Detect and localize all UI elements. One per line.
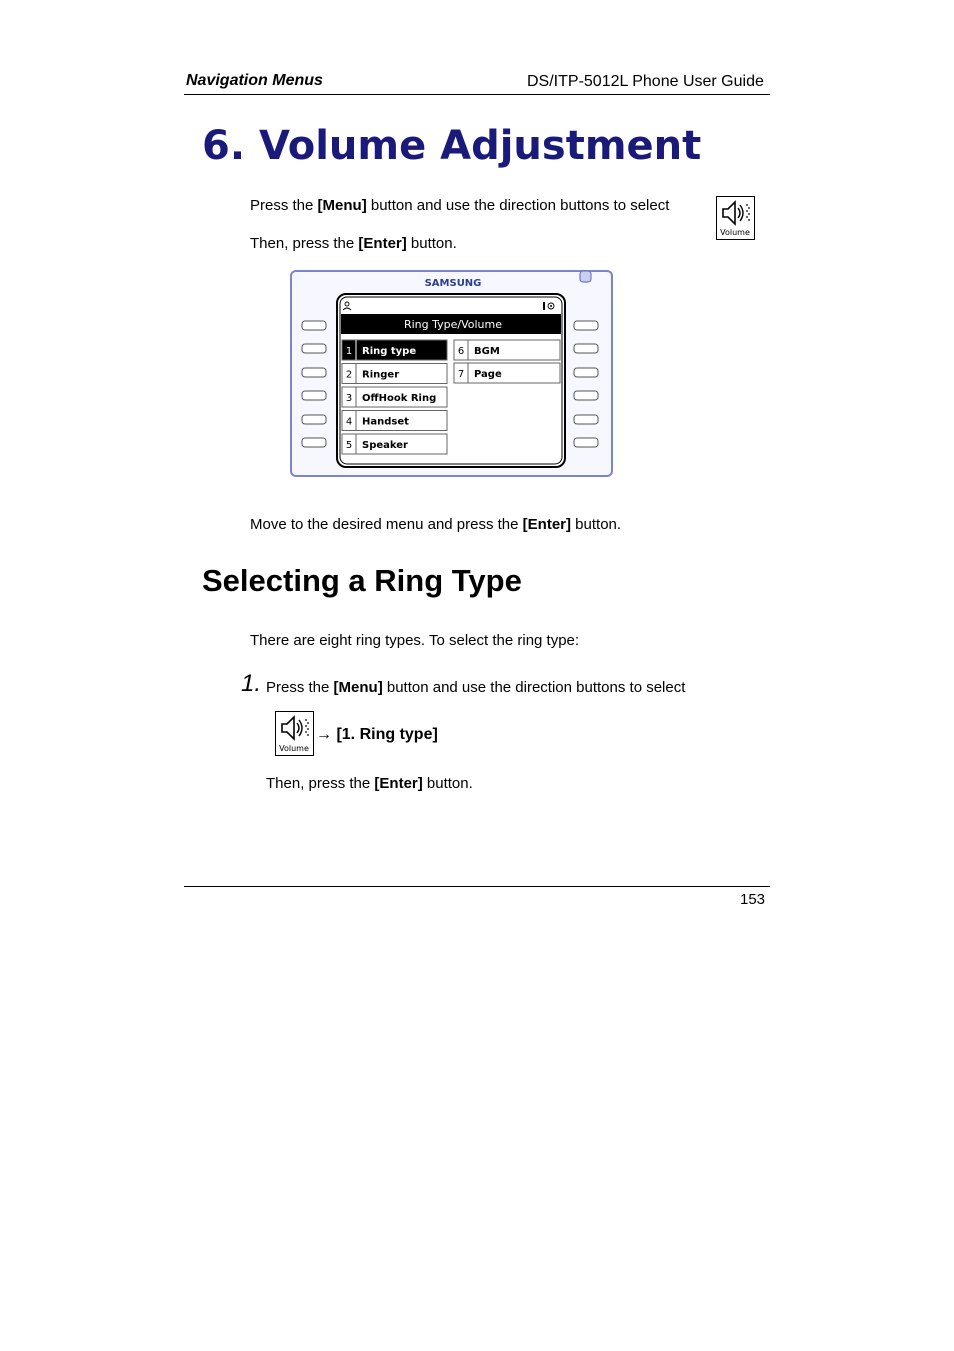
menu-item-left-5[interactable] (342, 434, 447, 454)
arrow-icon: → (316, 726, 332, 743)
left-soft-key-5[interactable] (302, 415, 326, 424)
intro-line-1-post: button and use the direction buttons to select (366, 197, 670, 214)
right-soft-key-1[interactable] (574, 321, 598, 330)
header-divider (184, 94, 770, 95)
move-line-post: button. (571, 516, 622, 533)
intro-line-2 (250, 235, 457, 252)
volume-icon-label: Volume (720, 228, 750, 237)
left-soft-key-3[interactable] (302, 368, 326, 377)
left-soft-key-6[interactable] (302, 438, 326, 447)
menu-item-number: 4 (345, 416, 353, 428)
screen-title: Ring Type/Volume (403, 318, 503, 331)
right-soft-key-3[interactable] (574, 368, 598, 377)
step-1-text (266, 679, 685, 696)
menu-item-left-2[interactable] (342, 364, 447, 384)
phone-display-illustration (290, 270, 613, 477)
menu-item-label: BGM (474, 346, 500, 357)
step-1-then (266, 775, 473, 792)
indicator-led (580, 271, 591, 282)
header-guide-title: DS/ITP-5012L Phone User Guide (527, 73, 764, 90)
intro-line-1-pre: Press the (250, 197, 318, 214)
left-soft-key-4[interactable] (302, 391, 326, 400)
intro-line-2-post: button. (406, 235, 457, 252)
menu-item-number: 2 (345, 369, 353, 381)
right-soft-key-4[interactable] (574, 391, 598, 400)
intro-line-2-pre: Then, press the (250, 235, 359, 252)
menu-item-right-1[interactable] (454, 340, 560, 360)
left-soft-key-1[interactable] (302, 321, 326, 330)
menu-item-number: 3 (345, 393, 353, 404)
volume-menu-icon (716, 196, 755, 240)
menu-item-label: OffHook Ring (362, 393, 437, 404)
section-title: Selecting a Ring Type (202, 563, 522, 598)
right-soft-key-2[interactable] (574, 344, 598, 353)
menu-item-number: 7 (457, 369, 465, 380)
menu-item-left-3[interactable] (342, 387, 447, 407)
menu-item-number: 1 (345, 346, 353, 357)
menu-item-label: Page (474, 369, 502, 380)
menu-item-right-2[interactable] (454, 363, 560, 383)
menu-item-label: Ringer (362, 369, 400, 381)
menu-item-label: Handset (362, 416, 409, 428)
footer-divider (184, 886, 770, 887)
brand-logo: SAMSUNG (424, 278, 482, 289)
menu-target-label: [1. Ring type] (336, 726, 438, 743)
step-pre: Press the (266, 679, 334, 696)
then-pre: Then, press the (266, 775, 375, 792)
right-soft-key-6[interactable] (574, 438, 598, 447)
menu-key-label: [Menu] (317, 197, 367, 214)
section-intro: There are eight ring types. To select the ring type: (250, 632, 580, 649)
menu-path (316, 726, 438, 744)
menu-item-label: Speaker (362, 440, 408, 451)
step-number: 1. (241, 670, 262, 697)
enter-key-label: [Enter] (374, 775, 423, 792)
menu-key-label: [Menu] (333, 679, 383, 696)
then-post: button. (422, 775, 473, 792)
menu-item-left-4[interactable] (342, 411, 447, 431)
speaker-icon (717, 197, 753, 238)
volume-icon-label: Volume (279, 744, 309, 753)
step-post: button and use the direction buttons to select (382, 679, 686, 696)
header-section-title: Navigation Menus (186, 72, 323, 89)
menu-item-left-1[interactable] (342, 340, 447, 360)
enter-key-label: [Enter] (358, 235, 407, 252)
right-soft-key-5[interactable] (574, 415, 598, 424)
intro-line-1 (250, 197, 669, 214)
volume-menu-icon (275, 711, 314, 756)
move-line-pre: Move to the desired menu and press the (250, 516, 523, 533)
page-number: 153 (740, 891, 766, 908)
enter-key-label: [Enter] (522, 516, 572, 533)
speaker-icon (276, 712, 312, 754)
menu-item-number: 5 (345, 440, 353, 451)
chapter-title: 6. Volume Adjustment (202, 123, 702, 169)
menu-item-label: Ring type (362, 346, 417, 357)
menu-item-number: 6 (457, 346, 465, 357)
move-instruction (250, 516, 621, 533)
left-soft-key-2[interactable] (302, 344, 326, 353)
